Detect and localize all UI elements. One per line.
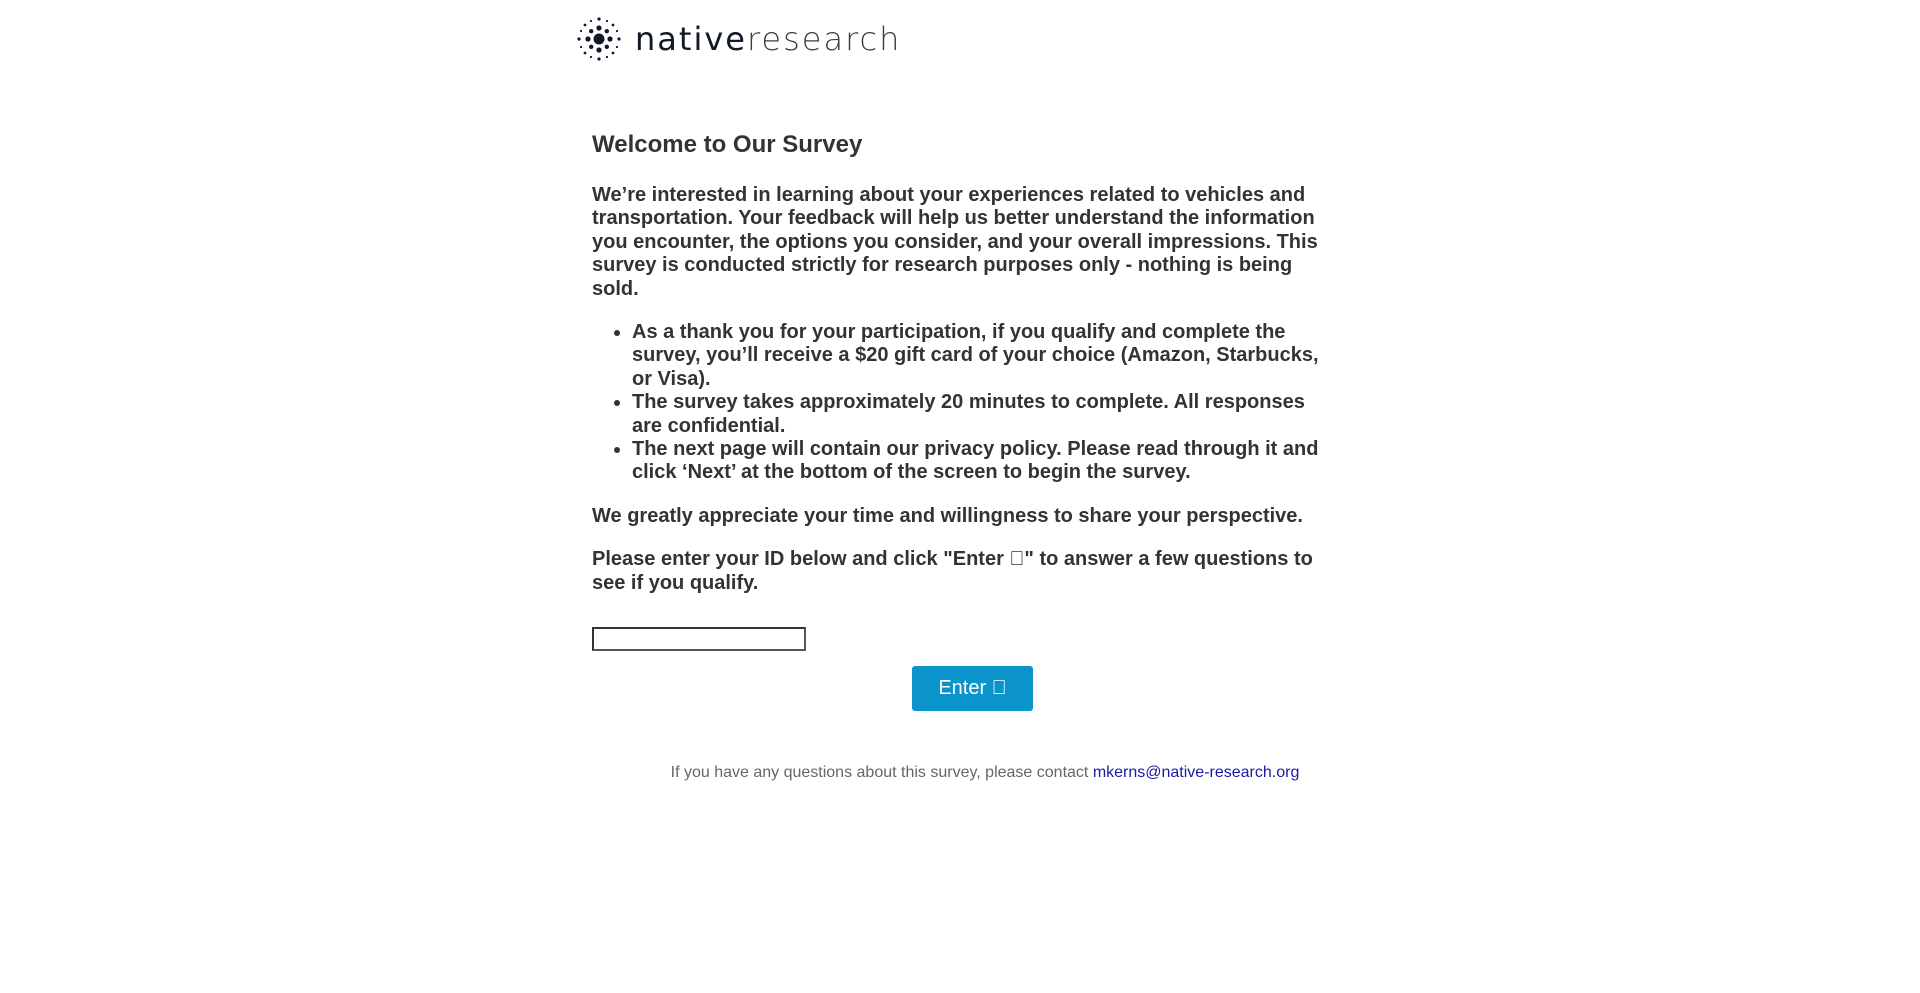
dot-burst-logo-icon: [575, 15, 623, 63]
footer-contact: [0, 763, 1920, 783]
intro-paragraph: We’re interested in learning about your experiences related to vehicles and transportation. Your feedback will help us better understand the information you encounter, the options you consider, and your overall impressions. This survey is conducted strictly for research purposes only - nothing is being sold.: [592, 184, 1318, 300]
list-item-gift-card: • As a thank you for your participation, if you qualify and complete the survey, you’ll receive a $20 gift card of your choice (Amazon, Starbucks, or Visa).: [632, 321, 1337, 391]
id-input[interactable]: [592, 627, 806, 651]
instruction-paragraph: Please enter your ID below and click "Enter " to answer a few questions to see if you qualify.: [592, 548, 1337, 594]
logo-word-native: native: [635, 20, 747, 58]
list-item-duration: • The survey takes approximately 20 minutes to complete. All responses are confidential.: [632, 391, 1337, 438]
list-item-privacy: • The next page will contain our privacy policy. Please read through it and click ‘Next’ at the bottom of the screen to begin the survey.: [632, 438, 1337, 485]
survey-intro: [592, 130, 1337, 615]
footer-text: If you have any questions about this survey, please contact: [670, 764, 1093, 781]
logo-word-research: research: [746, 20, 902, 58]
native-research-logo: [575, 15, 901, 63]
page-title: Welcome to Our Survey: [592, 131, 863, 158]
info-list: [592, 321, 1337, 485]
logo-wordmark: [635, 20, 902, 58]
appreciation-paragraph: We greatly appreciate your time and willingness to share your perspective.: [592, 504, 1303, 527]
contact-email-link[interactable]: mkerns@native-research.org: [1092, 764, 1300, 781]
enter-button[interactable]: Enter: [912, 666, 1033, 711]
